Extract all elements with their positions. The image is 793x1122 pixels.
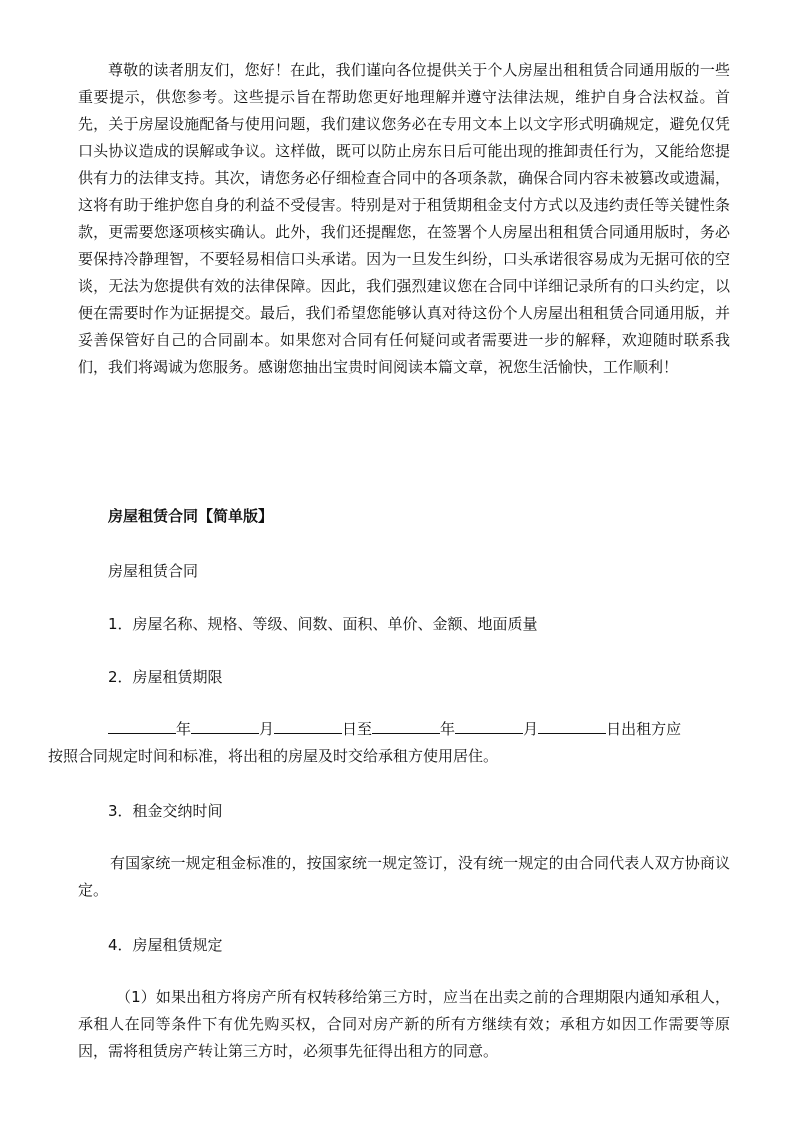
blank-start-year[interactable] [108,718,176,734]
clause-3-body: 有国家统一规定租金标准的，按国家统一规定签订，没有统一规定的由合同代表人双方协商议定。 [78,854,730,899]
blank-end-month[interactable] [455,718,523,734]
label-day-to: 日至 [342,720,373,738]
label-year: 年 [176,720,192,738]
lease-term-line-2: 按照合同规定时间和标准，将出租的房屋及时交给承租方使用居住。 [48,747,499,765]
label-tail: 日出租方应 [606,720,682,738]
clause-4-title: 4．房屋租赁规定 [108,936,223,954]
contract-subtitle: 房屋租赁合同 [108,562,199,580]
label-month: 月 [259,720,275,738]
clause-1-title: 1．房屋名称、规格、等级、间数、面积、单价、金额、地面质量 [108,615,538,633]
label-month-2: 月 [523,720,539,738]
contract-heading: 房屋租赁合同【简单版】 [108,507,274,525]
clause-4-paragraph-1: （1）如果出租方将房产所有权转移给第三方时，应当在出卖之前的合理期限内通知承租人，承租人在同等条件下有优先购买权，合同对房产新的所有方继续有效；承租方如因工作需要等原因，需将租赁房产转让第三方时，必须事先征得出租方的同意。 [78,988,730,1060]
blank-end-year[interactable] [372,718,440,734]
intro-paragraph: 尊敬的读者朋友们，您好！在此，我们谨向各位提供关于个人房屋出租租赁合同通用版的一些重要提示，供您参考。这些提示旨在帮助您更好地理解并遵守法律法规，维护自身合法权益。首先，关于房屋设施配备与使用问题，我们建议您务必在专用文本上以文字形式明确规定，避免仅凭口头协议造成的误解或争议。这样做，既可以防止房东日后可能出现的推卸责任行为，又能给您提供有力的法律支持。其次，请您务必仔细检查合同中的各项条款，确保合同内容未被篡改或遗漏，这将有助于维护您自身的利益不受侵害。特别是对于租赁期租金支付方式以及违约责任等关键性条款，更需要您逐项核实确认。此外，我们还提醒您，在签署个人房屋出租租赁合同通用版时，务必要保持冷静理智，不要轻易相信口头承诺。因为一旦发生纠纷，口头承诺很容易成为无据可依的空谈，无法为您提供有效的法律保障。因此，我们强烈建议您在合同中详细记录所有的口头约定，以便在需要时作为证据提交。最后，我们希望您能够认真对待这份个人房屋出租租赁合同通用版，并妥善保管好自己的合同副本。如果您对合同有任何疑问或者需要进一步的解释，欢迎随时联系我们，我们将竭诚为您服务。感谢您抽出宝贵时间阅读本篇文章，祝您生活愉快，工作顺利！ [78,61,730,376]
blank-start-day[interactable] [274,718,342,734]
label-year-2: 年 [440,720,456,738]
lease-term-paragraph [48,716,730,770]
blank-start-month[interactable] [191,718,259,734]
clause-2-title: 2．房屋租赁期限 [108,668,223,686]
clause-3-title: 3．租金交纳时间 [108,802,223,820]
blank-end-day[interactable] [538,718,606,734]
